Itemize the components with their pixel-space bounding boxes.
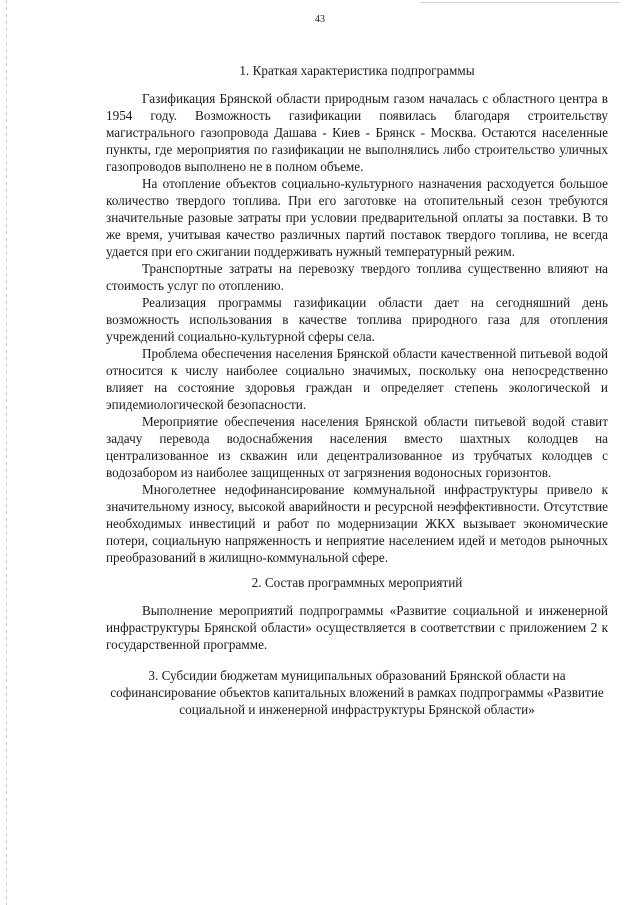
paragraph: Транспортные затраты на перевозку твердого топлива существенно влияют на стоимость услуг по отоплению. [106,261,608,293]
section-2-title: 2. Состав программных мероприятий [251,575,463,590]
paragraph: Газификация Брянской области природным газом началась с областного центра в 1954 году. Возможность газификации появилась благодаря строительству магистрального газопровода Дашава - Киев - Брянск - Москва. Остаются населенные пункты, где мероприятия по газификации не выполнялись либо строительство уличных газопроводов выполнено не в полном объеме. [106,91,608,174]
paragraph: Мероприятие обеспечения населения Брянской области питьевой водой ставит задачу перевода водоснабжения населения вместо шахтных колодцев на централизованное из скважин или децентрализованное из трубчатых колодцев с водозабором из наиболее защищенных от загрязнения водоносных горизонтов. [106,414,608,480]
paragraph: Выполнение мероприятий подпрограммы «Развитие социальной и инженерной инфраструктуры Брянской области» осуществляется в соответствии с приложением 2 к государственной программе. [106,603,608,652]
paragraph: Реализация программы газификации области дает на сегодняшний день возможность использования в качестве топлива природного газа для отопления учреждений социально-культурной сферы села. [106,295,608,344]
document-body [106,62,608,718]
scan-top-artifact [420,2,620,3]
paragraph: На отопление объектов социально-культурного назначения расходуется большое количество твердого топлива. При его заготовке на отопительный сезон требуются значительные разовые затраты при условии предварительной оплаты за поставки. В то же время, учитывая качество различных партий поставок твердого топлива, не всегда удается при его сжигании поддерживать нужный температурный режим. [106,176,608,259]
section-1-title: 1. Краткая характеристика подпрограммы [239,63,475,78]
section-3-title: 3. Субсидии бюджетам муниципальных образований Брянской области на софинансирование объектов капитальных вложений в рамках подпрограммы «Развитие социальной и инженерной инфраструктуры Брянской области» [110,668,604,717]
scan-edge-artifact [6,0,7,905]
page-number: 43 [315,14,325,25]
paragraph: Многолетнее недофинансирование коммунальной инфраструктуры привело к значительному износу, высокой аварийности и ресурсной неэффективности. Отсутствие необходимых инвестиций и работ по модернизации ЖКХ вызывает экономические потери, социальную напряженность и неприятие населением идей и методов рыночных преобразований в жилищно-коммунальной сфере. [106,482,608,565]
paragraph: Проблема обеспечения населения Брянской области качественной питьевой водой относится к числу наиболее социально значимых, поскольку она непосредственно влияет на состояние здоровья граждан и определяет степень экологической и эпидемиологической безопасности. [106,346,608,412]
